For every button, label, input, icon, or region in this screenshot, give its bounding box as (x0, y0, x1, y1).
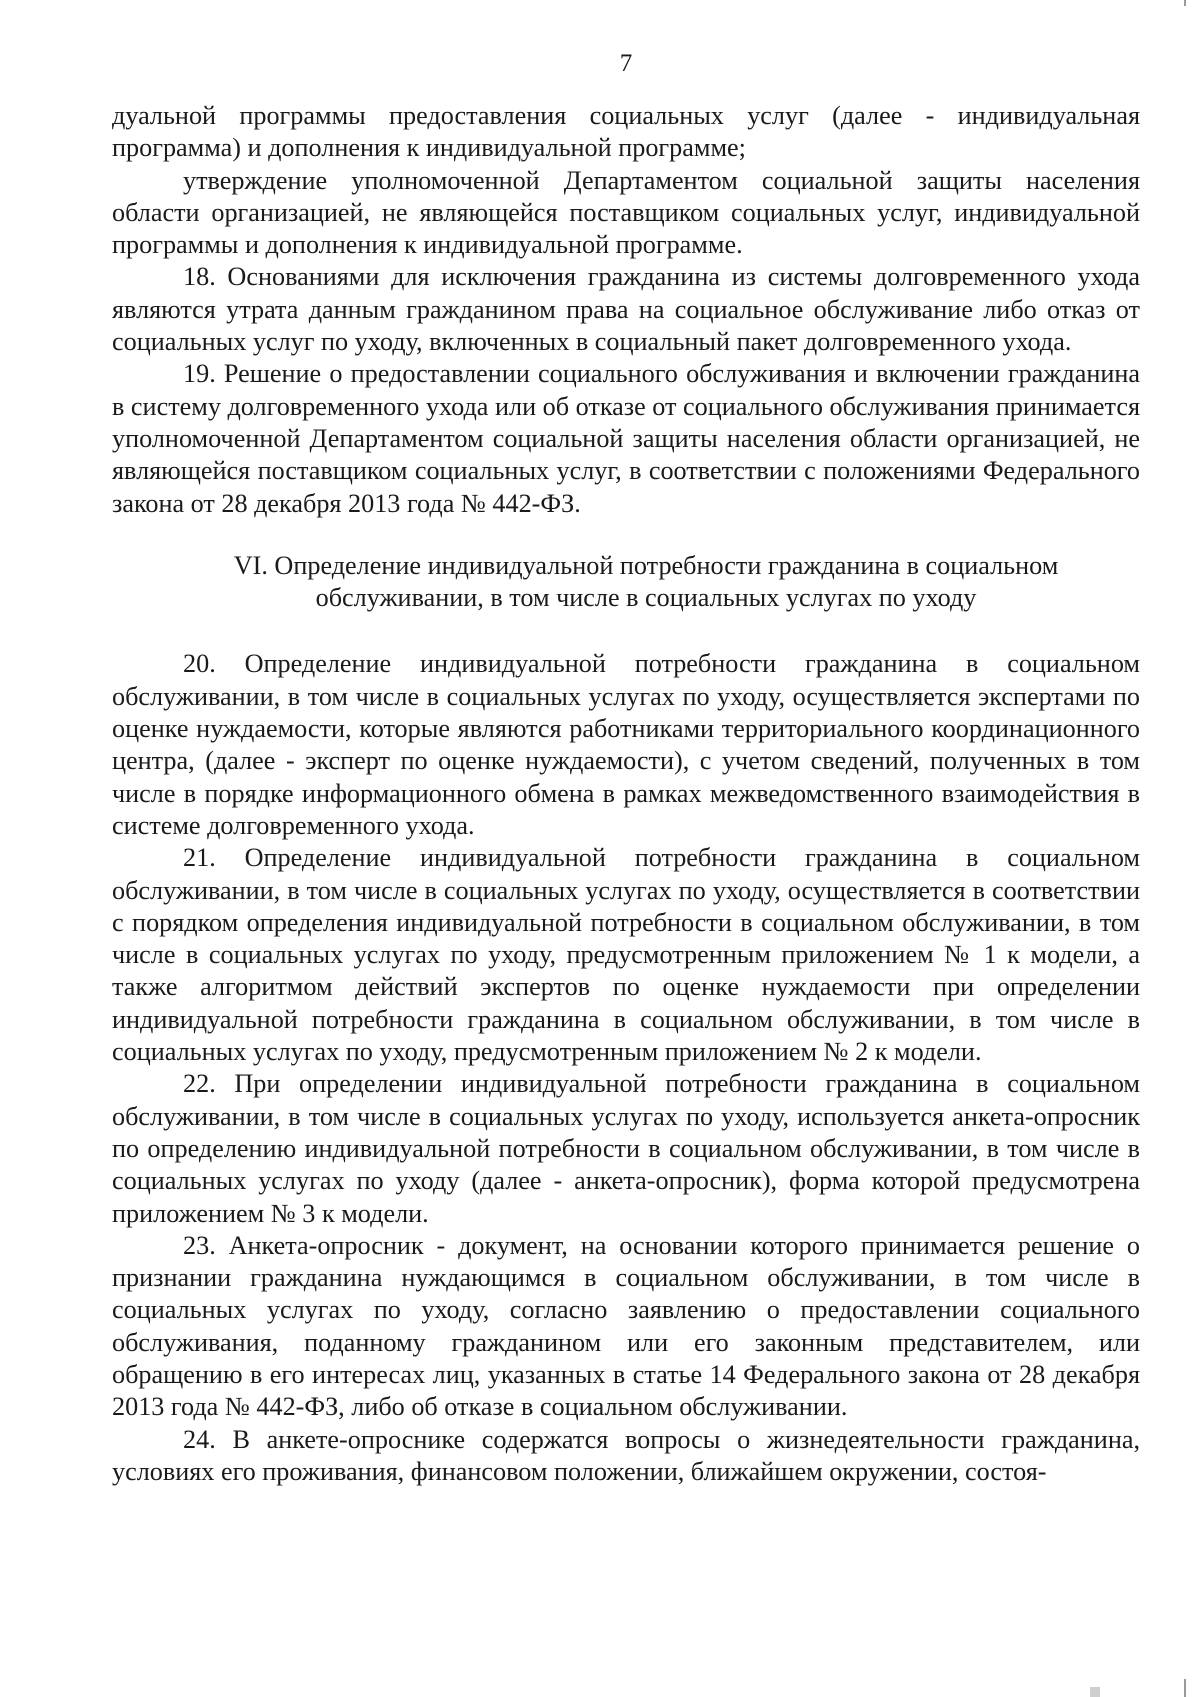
paragraph-23: 23. Анкета-опросник - документ, на основании которого принимается решение о признании гражданина нуждающимся в социальном обслуживании, в том числе в социальных услугах по уходу, согласно заявлению о предоставлении социального обслуживания, поданному гражданином или его законным представителем, или обращению в его интересах лиц, указанных в статье 14 Федерального закона от 28 декабря 2013 года № 442-ФЗ, либо об отказе в социальном обслуживании. (112, 1230, 1140, 1422)
paragraph-20: 20. Определение индивидуальной потребности гражданина в социальном обслуживании, в том числе в социальных услугах по уходу, осуществляется экспертами по оценке нуждаемости, которые являются работниками территориального координационного центра, (далее - эксперт по оценке нуждаемости), с учетом сведений, полученных в том числе в порядке информационного обмена в рамках межведомственного взаимодействия в системе долговременного ухода. (112, 649, 1140, 840)
paragraph-19: 19. Решение о предоставлении социального обслуживания и включении гражданина в систему долговременного ухода или об отказе от социального обслуживания принимается уполномоченной Департаментом социальной защиты населения области организацией, не являющейся поставщиком социальных услуг, в соответствии с положениями Федерального закона от 28 декабря 2013 года № 442-ФЗ. (112, 359, 1140, 518)
page-number: 7 (619, 50, 633, 77)
section-heading: VI. Определение индивидуальной потребности гражданина в социальном обслуживании, в том числе в социальных услугах по уходу (233, 550, 1059, 613)
paragraph-22: 22. При определении индивидуальной потребности гражданина в социальном обслуживании, в том числе в социальных услугах по уходу, используется анкета-опросник по определению индивидуальной потребности в социальном обслуживании, в том числе в социальных услугах по уходу (далее - анкета-опросник), форма которой предусмотрена приложением № 3 к модели. (112, 1069, 1140, 1228)
paragraph-18: 18. Основаниями для исключения гражданина из системы долговременного ухода являются утрата данным гражданином права на социальное обслуживание либо отказ от социальных услуг по уходу, включенных в социальный пакет долговременного ухода. (112, 262, 1140, 357)
paragraph-approval: утверждение уполномоченной Департаментом социальной защиты населения области организацией, не являющейся поставщиком социальных услуг, индивидуальной программы и дополнения к индивидуальной программе. (112, 165, 1140, 260)
paragraph-24: 24. В анкете-опроснике содержатся вопросы о жизнедеятельности гражданина, условиях его проживания, финансовом положении, ближайшем окружении, состоя- (112, 1424, 1140, 1486)
scan-artifact-top-right (1184, 0, 1186, 6)
scan-artifact-bottom-mid (1090, 1687, 1100, 1697)
scan-artifact-bottom-right (1184, 1679, 1186, 1697)
body-text-top (112, 100, 1140, 520)
paragraph-21: 21. Определение индивидуальной потребности гражданина в социальном обслуживании, в том числе в социальных услугах по уходу, осуществляется в соответствии с порядком определения индивидуальной потребности в социальном обслуживании, в том числе в социальных услугах по уходу, предусмотренным приложением № 1 к модели, а также алгоритмом действий экспертов по оценке нуждаемости при определении индивидуальной потребности гражданина в социальном обслуживании, в том числе в социальных услугах по уходу, предусмотренным приложением № 2 к модели. (112, 843, 1140, 1067)
paragraph-continuation: дуальной программы предоставления социальных услуг (далее - индивидуальная программа) и дополнения к индивидуальной программе; (112, 101, 1140, 163)
body-text-bottom (112, 648, 1140, 1488)
